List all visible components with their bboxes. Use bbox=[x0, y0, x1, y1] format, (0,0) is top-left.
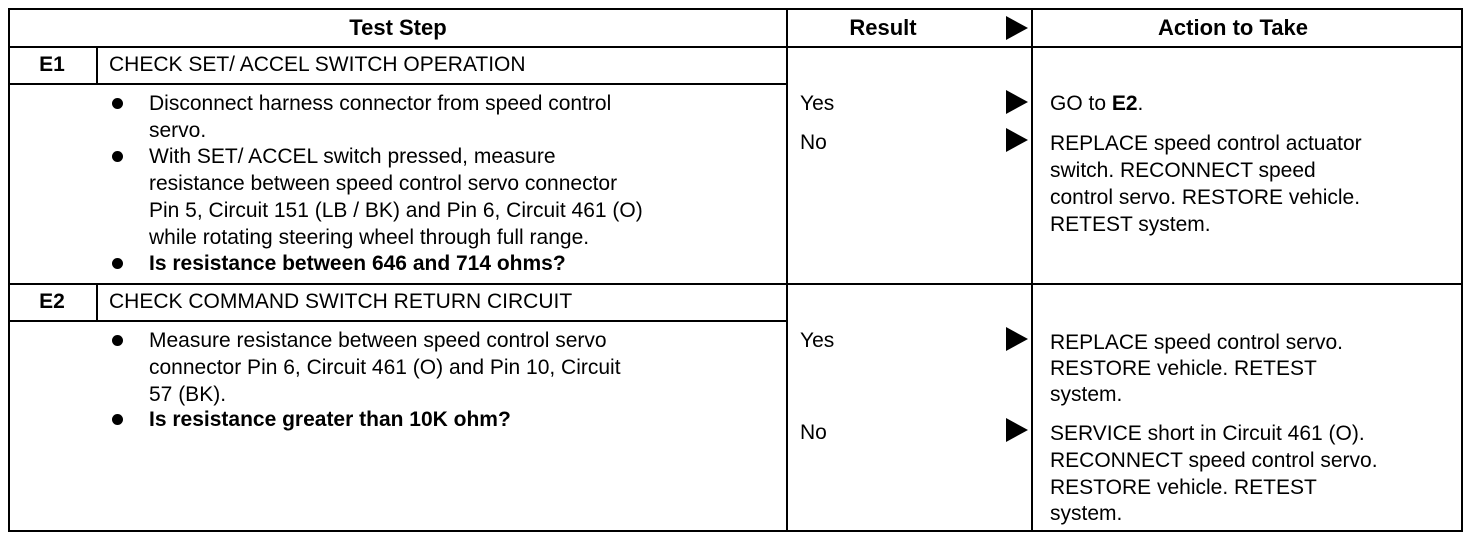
e2-result-yes: Yes bbox=[800, 329, 835, 352]
e2-bullet-1-line-2: connector Pin 6, Circuit 461 (O) and Pin 10, Circuit bbox=[149, 356, 621, 379]
column-divider-action bbox=[1031, 8, 1033, 532]
header-result: Result bbox=[849, 15, 917, 40]
e2-id-divider bbox=[96, 283, 98, 322]
e1-id-divider bbox=[96, 46, 98, 85]
bullet-icon bbox=[112, 151, 123, 162]
e2-bullet-1-line-3: 57 (BK). bbox=[149, 383, 227, 406]
e1-bullet-2-line-4: while rotating steering wheel through full range. bbox=[149, 226, 590, 249]
e1-bullet-2-line-1: With SET/ ACCEL switch pressed, measure bbox=[149, 145, 556, 168]
e1-result-yes: Yes bbox=[800, 92, 835, 115]
e2-action-no-line-1: SERVICE short in Circuit 461 (O). bbox=[1050, 422, 1365, 445]
arrow-icon bbox=[1006, 418, 1028, 442]
e2-bullet-1-line-1: Measure resistance between speed control servo bbox=[149, 329, 607, 352]
table-left-border bbox=[8, 8, 10, 532]
header-test-step: Test Step bbox=[349, 15, 447, 40]
e1-bullet-3-line-1: Is resistance between 646 and 714 ohms? bbox=[149, 252, 566, 275]
arrow-icon bbox=[1006, 327, 1028, 351]
e1-action-no-line-1: REPLACE speed control actuator bbox=[1050, 132, 1362, 155]
e2-action-yes-line-1: REPLACE speed control servo. bbox=[1050, 331, 1343, 354]
e1-bullet-2-line-2: resistance between speed control servo connector bbox=[149, 172, 618, 195]
e1-action-no-line-2: switch. RECONNECT speed bbox=[1050, 159, 1316, 182]
e2-bullet-2-line-1: Is resistance greater than 10K ohm? bbox=[149, 408, 511, 431]
column-divider-result bbox=[786, 8, 788, 532]
e1-action-no-line-4: RETEST system. bbox=[1050, 213, 1211, 236]
e1-action-no-line-3: control servo. RESTORE vehicle. bbox=[1050, 186, 1361, 209]
section-divider bbox=[8, 283, 1463, 285]
header-arrow-icon bbox=[1006, 16, 1028, 40]
e2-result-no: No bbox=[800, 421, 827, 444]
arrow-icon bbox=[1006, 128, 1028, 152]
bullet-icon bbox=[112, 98, 123, 109]
step-id-e2: E2 bbox=[39, 290, 65, 313]
e1-action-yes: GO to E2. bbox=[1050, 92, 1144, 115]
table-right-border bbox=[1461, 8, 1463, 532]
e1-bullet-2-line-3: Pin 5, Circuit 151 (LB / BK) and Pin 6, Circuit 461 (O) bbox=[149, 199, 643, 222]
header-action: Action to Take bbox=[1158, 15, 1308, 40]
e2-title-divider bbox=[8, 320, 788, 322]
arrow-icon bbox=[1006, 90, 1028, 114]
table-bottom-border bbox=[8, 530, 1463, 532]
e1-result-no: No bbox=[800, 131, 827, 154]
step-id-e1: E1 bbox=[39, 53, 65, 76]
header-divider bbox=[8, 46, 1463, 48]
step-title-e2: CHECK COMMAND SWITCH RETURN CIRCUIT bbox=[109, 290, 573, 313]
e2-action-yes-line-3: system. bbox=[1050, 383, 1123, 406]
bullet-icon bbox=[112, 258, 123, 269]
e2-action-no-line-2: RECONNECT speed control servo. bbox=[1050, 449, 1378, 472]
e1-bullet-1-line-2: servo. bbox=[149, 119, 207, 142]
bullet-icon bbox=[112, 414, 123, 425]
step-title-e1: CHECK SET/ ACCEL SWITCH OPERATION bbox=[109, 53, 526, 76]
e2-action-yes-line-2: RESTORE vehicle. RETEST bbox=[1050, 357, 1317, 380]
e1-title-divider bbox=[8, 83, 788, 85]
e2-action-no-line-4: system. bbox=[1050, 502, 1123, 525]
bullet-icon bbox=[112, 335, 123, 346]
e2-action-no-line-3: RESTORE vehicle. RETEST bbox=[1050, 476, 1317, 499]
e1-bullet-1-line-1: Disconnect harness connector from speed control bbox=[149, 92, 612, 115]
